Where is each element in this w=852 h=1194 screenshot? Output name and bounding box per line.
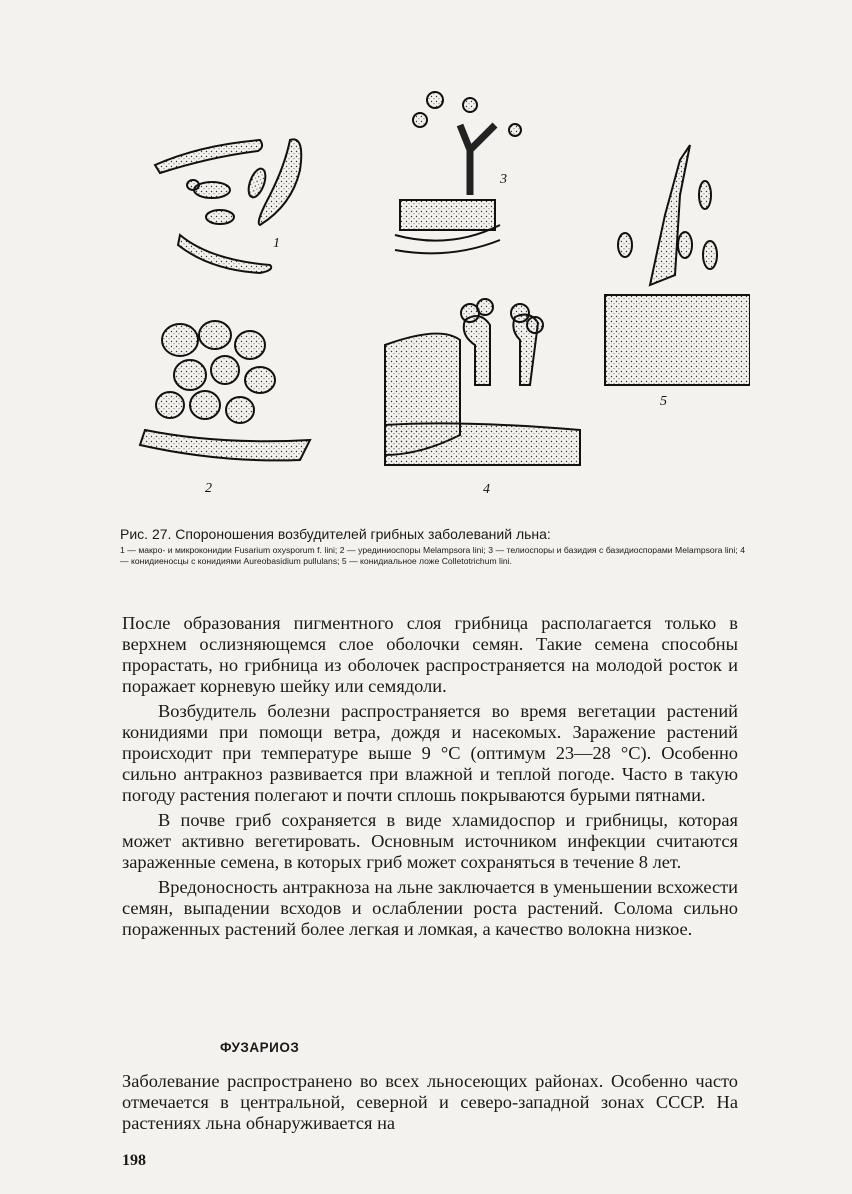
paragraph-3: В почве гриб сохраняется в виде хламидоспор и грибницы, которая может активно вегетировать. Основным источником инфекции считаются зараженные семена, в которых гриб может сохраняться в течение 8 лет.: [122, 810, 738, 872]
body-text: [122, 613, 738, 940]
caption-title: Рис. 27. Спороношения возбудителей грибных заболеваний льна:: [120, 526, 551, 542]
page-number: 198: [122, 1152, 146, 1169]
section-paragraph: Заболевание распространено во всех льносеющих районах. Особенно часто отмечается в центральной, северной и северо-западной зонах СССР. На растениях льна обнаруживается на: [122, 1071, 738, 1133]
figure-label-4: 4: [483, 482, 490, 497]
figure-label-5: 5: [660, 394, 667, 409]
section-heading: ФУЗАРИОЗ: [220, 1040, 300, 1055]
section-body: [122, 1071, 738, 1134]
panel-1-spores: [155, 139, 301, 273]
paragraph-4: Вредоносность антракноза на льне заключается в уменьшении всхожести семян, выпадении всходов и ослаблении роста растений. Солома сильно пораженных растений более легкая и ломкая, а качество волокна низкое.: [122, 877, 738, 939]
panel-2-urediniospores: [140, 321, 310, 460]
figure-caption: [120, 526, 745, 567]
panel-4-conidiophores: [385, 299, 580, 465]
paragraph-2: Возбудитель болезни распространяется во время вегетации растений конидиями при помощи ветра, дождя и насекомых. Заражение растений происходит при температуре выше 9 °С (оптимум 23—28 °С). Особенно сильно антракноз развивается при влажной и теплой погоде. Часто в такую погоду растения полегают и почти сплошь покрываются бурыми пятнами.: [122, 701, 738, 805]
caption-legend: 1 — макро- и микроконидии Fusarium oxysporum f. lini; 2 — урединиоспоры Melampsora lini; 3 — телиоспоры и базидия с базидиоспорами Melampsora lini; 4 — конидиеносцы с конидиями Aureobasidium pullulans; 5 — конидиальное ложе Colletotrichum lini.: [120, 545, 745, 566]
panel-5-acervulus: [605, 145, 750, 385]
figure-label-2: 2: [205, 481, 212, 496]
figure-label-1: 1: [273, 236, 280, 251]
paragraph-1: После образования пигментного слоя грибница располагается только в верхнем ослизняющемся слое оболочки семян. Такие семена способны прорастать, но грибница из оболочек распространяется на молодой росток и поражает корневую шейку или семядоли.: [122, 613, 738, 696]
figure-label-3: 3: [500, 172, 507, 187]
figure-illustration: [120, 85, 750, 515]
fungi-drawing: [120, 85, 750, 515]
